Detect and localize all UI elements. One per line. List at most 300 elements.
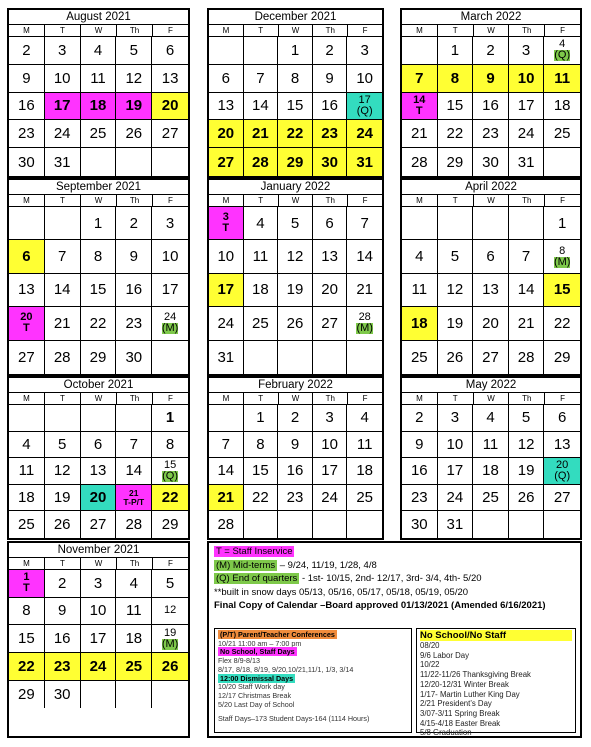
month-aug-2021 — [7, 8, 190, 178]
day-cell: 6 — [152, 37, 188, 65]
day-number: 19 — [163, 626, 177, 639]
month-title: December 2021 — [209, 10, 382, 25]
no-school-item: 12/20-12/31 Winter Break — [420, 679, 509, 689]
day-cell: 15 — [438, 93, 474, 121]
weekday-label: W — [279, 25, 314, 36]
day-cell: 11 — [244, 240, 279, 273]
day-cell: 10 — [347, 65, 382, 93]
day-cell: 30 — [402, 511, 438, 538]
weekday-header — [209, 25, 382, 37]
day-cell: 7 — [45, 240, 81, 273]
day-cell: 11 — [347, 432, 382, 459]
day-cell: 16 — [9, 93, 45, 121]
weekday-header — [9, 393, 188, 405]
day-cell — [9, 307, 45, 340]
day-cell: 3 — [81, 570, 117, 598]
day-cell: 27 — [9, 341, 45, 374]
day-cell — [438, 207, 474, 240]
day-cell: 9 — [9, 65, 45, 93]
no-school-staff-label: No School, Staff Days — [220, 647, 295, 657]
day-cell: 22 — [81, 307, 117, 340]
month-title: January 2022 — [209, 180, 382, 195]
day-cell: 23 — [116, 307, 152, 340]
day-number: 20 — [556, 458, 569, 471]
day-cell: 26 — [152, 653, 188, 681]
day-cell: 10 — [438, 432, 474, 459]
day-cell — [473, 511, 509, 538]
day-grid — [209, 37, 382, 176]
day-cell: 9 — [278, 432, 313, 459]
day-cell: 12 — [45, 458, 81, 485]
day-cell: 18 — [81, 93, 117, 121]
day-cell: 3 — [152, 207, 188, 240]
day-cell: 6 — [209, 65, 244, 93]
day-grid — [209, 405, 382, 538]
day-cell: 12 — [278, 240, 313, 273]
day-cell — [116, 485, 152, 512]
day-cell: 29 — [9, 681, 45, 709]
day-marker: (Q) — [554, 469, 571, 482]
day-cell: 13 — [544, 432, 580, 459]
day-cell: 20 — [81, 485, 117, 512]
day-cell: 13 — [152, 65, 188, 93]
day-cell — [152, 458, 188, 485]
day-cell — [45, 405, 81, 432]
day-cell — [116, 405, 152, 432]
month-nov-2021 — [7, 541, 190, 738]
day-cell: 14 — [509, 274, 545, 307]
day-marker: (Q) — [554, 49, 571, 62]
day-number: 4 — [559, 38, 566, 51]
early-dismissal-1: 10/20 Staff Work day — [218, 682, 285, 692]
day-cell: 16 — [116, 274, 152, 307]
day-cell: 10 — [45, 65, 81, 93]
day-cell: 5 — [116, 37, 152, 65]
day-cell: 4 — [473, 405, 509, 432]
day-cell: 9 — [402, 432, 438, 459]
day-cell: 18 — [473, 458, 509, 485]
day-cell — [544, 240, 580, 273]
weekday-label: W — [474, 25, 510, 36]
weekday-label: Th — [117, 195, 153, 206]
weekday-label: T — [45, 558, 81, 569]
day-cell: 7 — [347, 207, 382, 240]
day-cell: 8 — [152, 432, 188, 459]
day-cell: 2 — [9, 37, 45, 65]
day-cell: 17 — [313, 458, 348, 485]
day-marker: T — [23, 582, 30, 595]
day-marker: (Q) — [162, 469, 179, 482]
month-jan-2022 — [207, 178, 384, 376]
day-cell: 17 — [438, 458, 474, 485]
day-cell: 29 — [438, 148, 474, 176]
day-cell — [544, 511, 580, 538]
day-cell: 4 — [347, 405, 382, 432]
weekday-label: Th — [313, 25, 348, 36]
day-cell: 25 — [402, 341, 438, 374]
day-cell: 22 — [278, 120, 313, 148]
day-cell: 29 — [278, 148, 313, 176]
midterms-dates: – 9/24, 11/19, 1/28, 4/8 — [277, 560, 377, 571]
staff-inservice-label: T = Staff Inservice — [216, 546, 293, 557]
weekday-header — [9, 558, 188, 570]
weekday-label: M — [209, 195, 244, 206]
day-cell — [9, 207, 45, 240]
day-cell — [278, 341, 313, 374]
day-cell: 25 — [473, 485, 509, 512]
day-cell: 4 — [402, 240, 438, 273]
no-school-list — [420, 641, 572, 738]
day-marker: T — [222, 222, 230, 235]
month-title: April 2022 — [402, 180, 580, 195]
month-sep-2021 — [7, 178, 190, 376]
no-school-item: 9/6 Labor Day — [420, 650, 469, 660]
no-school-item: 2/21 President’s Day — [420, 699, 492, 709]
month-oct-2021 — [7, 376, 190, 540]
weekday-label: W — [81, 558, 117, 569]
weekday-label: W — [81, 195, 117, 206]
day-cell — [9, 570, 45, 598]
day-cell — [313, 341, 348, 374]
day-cell: 25 — [244, 307, 279, 340]
weekday-label: Th — [313, 195, 348, 206]
early-dismissal-2: 12/17 Christmas Break — [218, 690, 292, 700]
weekday-label: Th — [117, 25, 153, 36]
day-cell: 5 — [152, 570, 188, 598]
weekday-label: W — [474, 195, 510, 206]
day-cell: 13 — [209, 93, 244, 121]
day-cell: 25 — [116, 653, 152, 681]
day-cell — [347, 511, 382, 538]
day-number: 14 — [413, 93, 426, 106]
weekday-header — [402, 393, 580, 405]
day-cell: 21 — [45, 307, 81, 340]
day-cell: 31 — [509, 148, 545, 176]
day-cell: 29 — [553, 348, 571, 366]
day-number: 17 — [358, 93, 371, 106]
day-cell: 19 — [116, 93, 152, 121]
day-cell: 25 — [9, 511, 45, 538]
month-title: September 2021 — [9, 180, 188, 195]
day-marker: T-P/T — [123, 496, 145, 507]
month-title: March 2022 — [402, 10, 580, 25]
day-cell: 16 — [45, 625, 81, 653]
day-marker: (M) — [356, 322, 373, 335]
day-cell: 23 — [402, 485, 438, 512]
day-cell: 17 — [152, 274, 188, 307]
day-cell: 17 — [81, 625, 117, 653]
month-title: November 2021 — [9, 543, 188, 558]
day-cell — [152, 681, 188, 709]
day-cell: 13 — [81, 458, 117, 485]
weekday-header — [209, 393, 382, 405]
day-cell: 21 — [244, 120, 279, 148]
day-cell: 4 — [116, 570, 152, 598]
snow-days-note: **built in snow days 05/13, 05/16, 05/17, 05/18, 05/19, 05/20 — [214, 587, 469, 598]
month-title: May 2022 — [402, 378, 580, 393]
day-cell: 3 — [347, 37, 382, 65]
day-cell: 15 — [244, 458, 279, 485]
month-title: October 2021 — [9, 378, 188, 393]
day-cell — [45, 207, 81, 240]
weekday-label: M — [402, 25, 438, 36]
quarters-label: (Q) End of quarters — [216, 573, 298, 584]
weekday-label: W — [474, 393, 510, 404]
day-cell: 18 — [116, 625, 152, 653]
day-marker: (Q) — [356, 104, 373, 117]
day-marker: (M) — [161, 322, 179, 335]
no-school-item: 1/17- Martin Luther King Day — [420, 689, 520, 699]
weekday-header — [9, 25, 188, 37]
staff-days-panel — [214, 628, 412, 733]
weekday-label: F — [560, 196, 566, 205]
weekday-label: F — [362, 196, 368, 205]
day-cell: 26 — [278, 307, 313, 340]
day-cell: 23 — [473, 120, 509, 148]
day-cell: 27 — [473, 341, 509, 374]
weekday-label: Th — [117, 393, 153, 404]
day-cell — [402, 93, 438, 121]
weekday-label: T — [244, 25, 279, 36]
day-cell: 20 — [473, 307, 509, 340]
month-feb-2022 — [207, 376, 384, 540]
month-title: August 2021 — [9, 10, 188, 25]
day-cell: 22 — [544, 307, 580, 340]
day-cell: 30 — [45, 681, 81, 709]
day-cell: 18 — [347, 458, 382, 485]
day-cell: 22 — [9, 653, 45, 681]
day-cell: 1 — [278, 37, 313, 65]
day-cell — [9, 405, 45, 432]
day-cell: 20 — [313, 274, 348, 307]
day-cell — [473, 207, 509, 240]
day-cell: 25 — [81, 120, 117, 148]
day-cell: 14 — [116, 458, 152, 485]
day-cell: 11 — [473, 432, 509, 459]
weekday-label: Th — [117, 558, 153, 569]
day-cell: 14 — [45, 274, 81, 307]
legend-quarters — [214, 573, 482, 585]
day-cell: 12 — [116, 65, 152, 93]
day-cell: 21 — [402, 120, 438, 148]
day-cell: 24 — [509, 120, 545, 148]
weekday-label: M — [209, 25, 244, 36]
day-cell: 4 — [9, 432, 45, 459]
day-cell: 24 — [81, 653, 117, 681]
day-cell: 25 — [347, 485, 382, 512]
day-cell: 10 — [509, 65, 545, 93]
day-cell: 17 — [509, 93, 545, 121]
day-cell: 24 — [313, 485, 348, 512]
day-cell: 11 — [81, 65, 117, 93]
day-cell: 14 — [244, 93, 279, 121]
day-cell: 14 — [209, 458, 244, 485]
weekday-header — [9, 195, 188, 207]
day-number: 20 — [20, 311, 33, 324]
day-cell: 26 — [45, 511, 81, 538]
day-cell: 28 — [45, 341, 81, 374]
day-cell: 6 — [9, 240, 45, 273]
day-cell: 29 — [161, 516, 179, 534]
day-cell: 16 — [402, 458, 438, 485]
day-cell: 16 — [473, 93, 509, 121]
weekday-label: T — [244, 393, 279, 404]
day-cell: 5 — [438, 240, 474, 273]
weekday-label: W — [279, 393, 314, 404]
day-cell: 27 — [81, 511, 117, 538]
day-cell: 18 — [9, 485, 45, 512]
weekday-label: M — [9, 558, 45, 569]
day-cell: 23 — [313, 120, 348, 148]
day-cell: 4 — [81, 37, 117, 65]
day-cell: 1 — [152, 405, 188, 432]
weekday-header — [402, 25, 580, 37]
month-dec-2021 — [207, 8, 384, 178]
no-school-item: 08/20 — [420, 641, 440, 650]
day-cell — [152, 148, 188, 176]
day-cell: 1 — [81, 207, 117, 240]
day-cell — [347, 341, 382, 374]
staff-days-total: Staff Days–173 Student Days-164 (1114 Hours) — [218, 714, 370, 724]
day-cell: 21 — [509, 307, 545, 340]
no-school-panel — [416, 628, 576, 738]
weekday-label: F — [168, 559, 173, 568]
no-school-item: 5/8 Graduation — [420, 728, 472, 738]
day-cell — [209, 37, 244, 65]
day-cell: 13 — [9, 274, 45, 307]
weekday-label: T — [45, 195, 81, 206]
day-cell: 23 — [9, 120, 45, 148]
day-cell: 30 — [473, 148, 509, 176]
day-grid — [9, 207, 188, 374]
day-number: 21 — [129, 488, 139, 499]
weekday-header — [402, 195, 580, 207]
day-cell: 1 — [438, 37, 474, 65]
day-cell: 15 — [544, 274, 580, 307]
day-cell — [347, 307, 382, 340]
day-cell: 31 — [438, 511, 474, 538]
day-cell: 6 — [473, 240, 509, 273]
day-grid — [402, 207, 580, 374]
day-cell: 17 — [45, 93, 81, 121]
month-mar-2022 — [400, 8, 582, 178]
day-cell: 2 — [313, 37, 348, 65]
day-cell: 6 — [81, 432, 117, 459]
day-cell: 2 — [116, 207, 152, 240]
day-cell: 19 — [278, 274, 313, 307]
early-dismissal-3: 5/20 Last Day of School — [218, 699, 295, 709]
day-cell — [209, 405, 244, 432]
day-cell: 27 — [313, 307, 348, 340]
day-cell: 3 — [45, 37, 81, 65]
weekday-label: T — [438, 393, 474, 404]
day-cell — [544, 458, 580, 485]
day-cell: 15 — [278, 93, 313, 121]
day-cell — [81, 405, 117, 432]
day-cell: 13 — [473, 274, 509, 307]
day-cell — [244, 37, 279, 65]
day-cell: 28 — [209, 511, 244, 538]
day-cell: 5 — [45, 432, 81, 459]
day-cell: 8 — [438, 65, 474, 93]
day-cell: 6 — [544, 405, 580, 432]
day-cell: 9 — [45, 598, 81, 626]
no-school-item: 4/15-4/18 Easter Break — [420, 718, 501, 728]
day-cell: 30 — [313, 148, 348, 176]
legend-midterms — [214, 560, 377, 572]
final-copy-note: Final Copy of Calendar –Board approved 01/13/2021 (Amended 6/16/2021) — [214, 600, 546, 611]
day-cell: 2 — [45, 570, 81, 598]
day-cell — [209, 207, 244, 240]
weekday-label: Th — [509, 393, 545, 404]
day-cell: 18 — [402, 307, 438, 340]
day-cell: 14 — [347, 240, 382, 273]
weekday-label: M — [9, 393, 45, 404]
weekday-label: T — [45, 393, 81, 404]
day-cell: 2 — [473, 37, 509, 65]
day-cell: 30 — [116, 341, 152, 374]
weekday-label: W — [279, 195, 314, 206]
day-cell: 8 — [244, 432, 279, 459]
day-cell — [347, 93, 382, 121]
day-cell: 29 — [81, 341, 117, 374]
weekday-label: M — [402, 393, 438, 404]
weekday-label: W — [81, 25, 117, 36]
weekday-label: T — [244, 195, 279, 206]
day-cell: 23 — [45, 653, 81, 681]
day-cell — [544, 148, 580, 176]
day-grid — [9, 37, 188, 176]
day-cell: 9 — [116, 240, 152, 273]
weekday-label: F — [168, 26, 173, 35]
day-cell: 15 — [81, 274, 117, 307]
legend-staff-inservice — [214, 546, 294, 558]
staff-dates: 8/17, 8/18, 8/19, 9/20,10/21,11/1, 1/3, 3/14 — [218, 664, 354, 674]
day-grid — [9, 570, 188, 736]
day-cell: 7 — [402, 65, 438, 93]
day-cell — [402, 207, 438, 240]
day-cell: 25 — [544, 120, 580, 148]
day-number: 15 — [163, 458, 177, 471]
day-cell: 3 — [438, 405, 474, 432]
weekday-label: T — [45, 25, 81, 36]
day-cell: 16 — [278, 458, 313, 485]
day-marker: T — [415, 104, 423, 117]
weekday-label: Th — [509, 195, 545, 206]
day-cell: 26 — [116, 120, 152, 148]
weekday-label: Th — [509, 25, 545, 36]
day-cell: 18 — [544, 93, 580, 121]
day-cell — [244, 511, 279, 538]
day-cell: 23 — [278, 485, 313, 512]
weekday-label: T — [438, 195, 474, 206]
day-cell: 2 — [278, 405, 313, 432]
day-grid — [209, 207, 382, 374]
day-cell: 10 — [81, 598, 117, 626]
day-cell: 28 — [402, 148, 438, 176]
weekday-label: Th — [313, 393, 348, 404]
day-cell: 28 — [244, 148, 279, 176]
day-cell — [116, 681, 152, 709]
day-cell: 21 — [347, 274, 382, 307]
day-cell — [152, 625, 188, 653]
day-cell — [509, 207, 545, 240]
day-cell: 10 — [152, 240, 188, 273]
day-cell: 10 — [209, 240, 244, 273]
day-number: 28 — [358, 311, 371, 324]
day-cell: 9 — [313, 65, 348, 93]
weekday-label: W — [81, 393, 117, 404]
